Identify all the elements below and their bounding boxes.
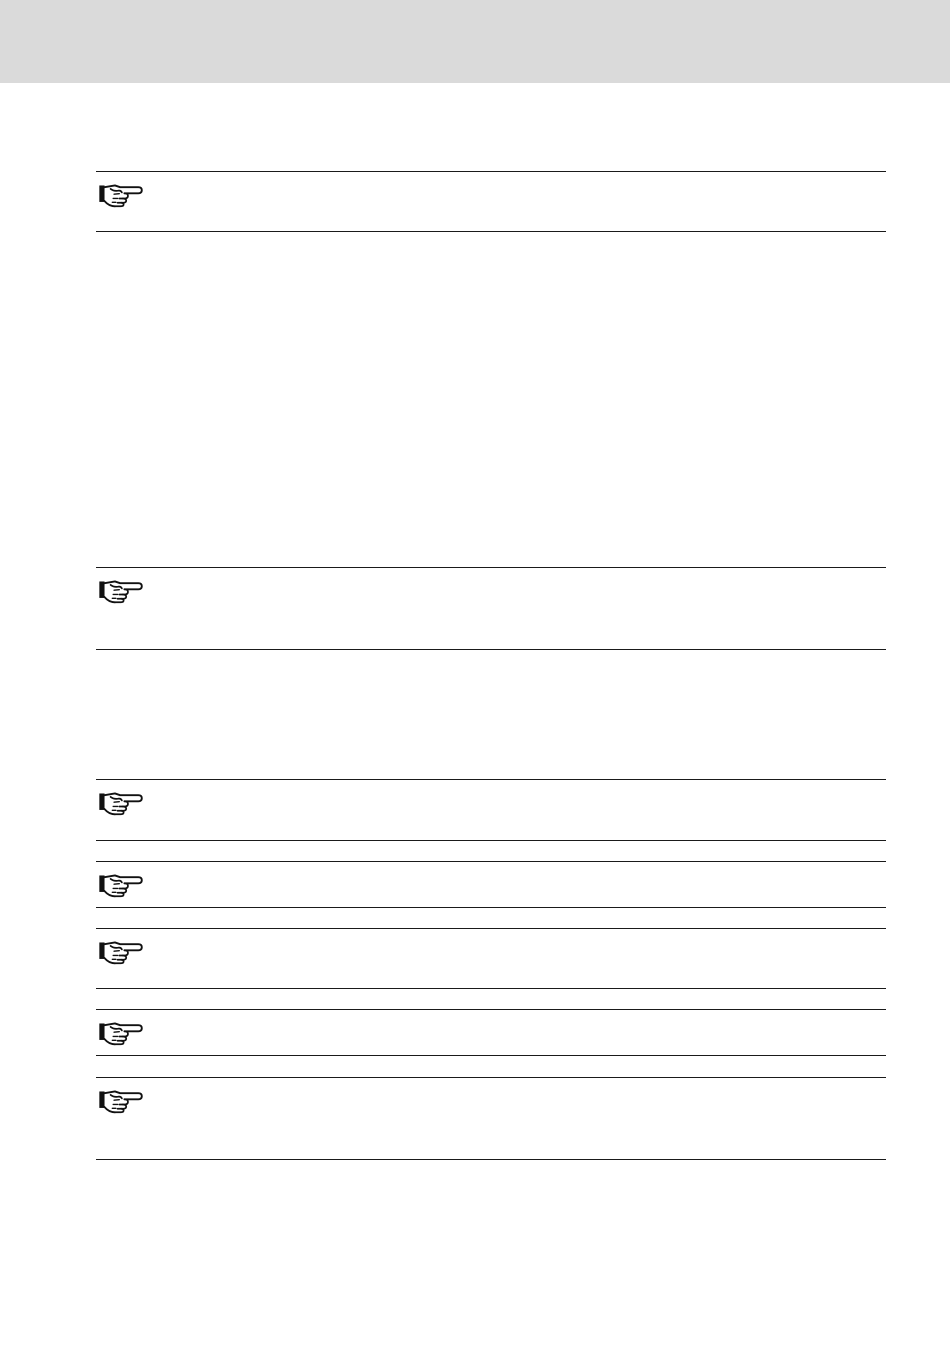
note-box <box>96 861 886 908</box>
pointing-hand-icon <box>96 790 146 816</box>
pointing-hand-icon <box>96 1020 146 1046</box>
pointing-hand-icon <box>96 939 146 965</box>
note-box <box>96 1077 886 1160</box>
pointing-hand-icon <box>96 578 146 604</box>
pointing-hand-icon <box>96 182 146 208</box>
note-box <box>96 1009 886 1056</box>
note-box <box>96 928 886 989</box>
pointing-hand-icon <box>96 872 146 898</box>
header-band <box>0 0 950 83</box>
pointing-hand-icon <box>96 1088 146 1114</box>
note-box <box>96 171 886 232</box>
note-box <box>96 567 886 650</box>
note-box <box>96 779 886 841</box>
